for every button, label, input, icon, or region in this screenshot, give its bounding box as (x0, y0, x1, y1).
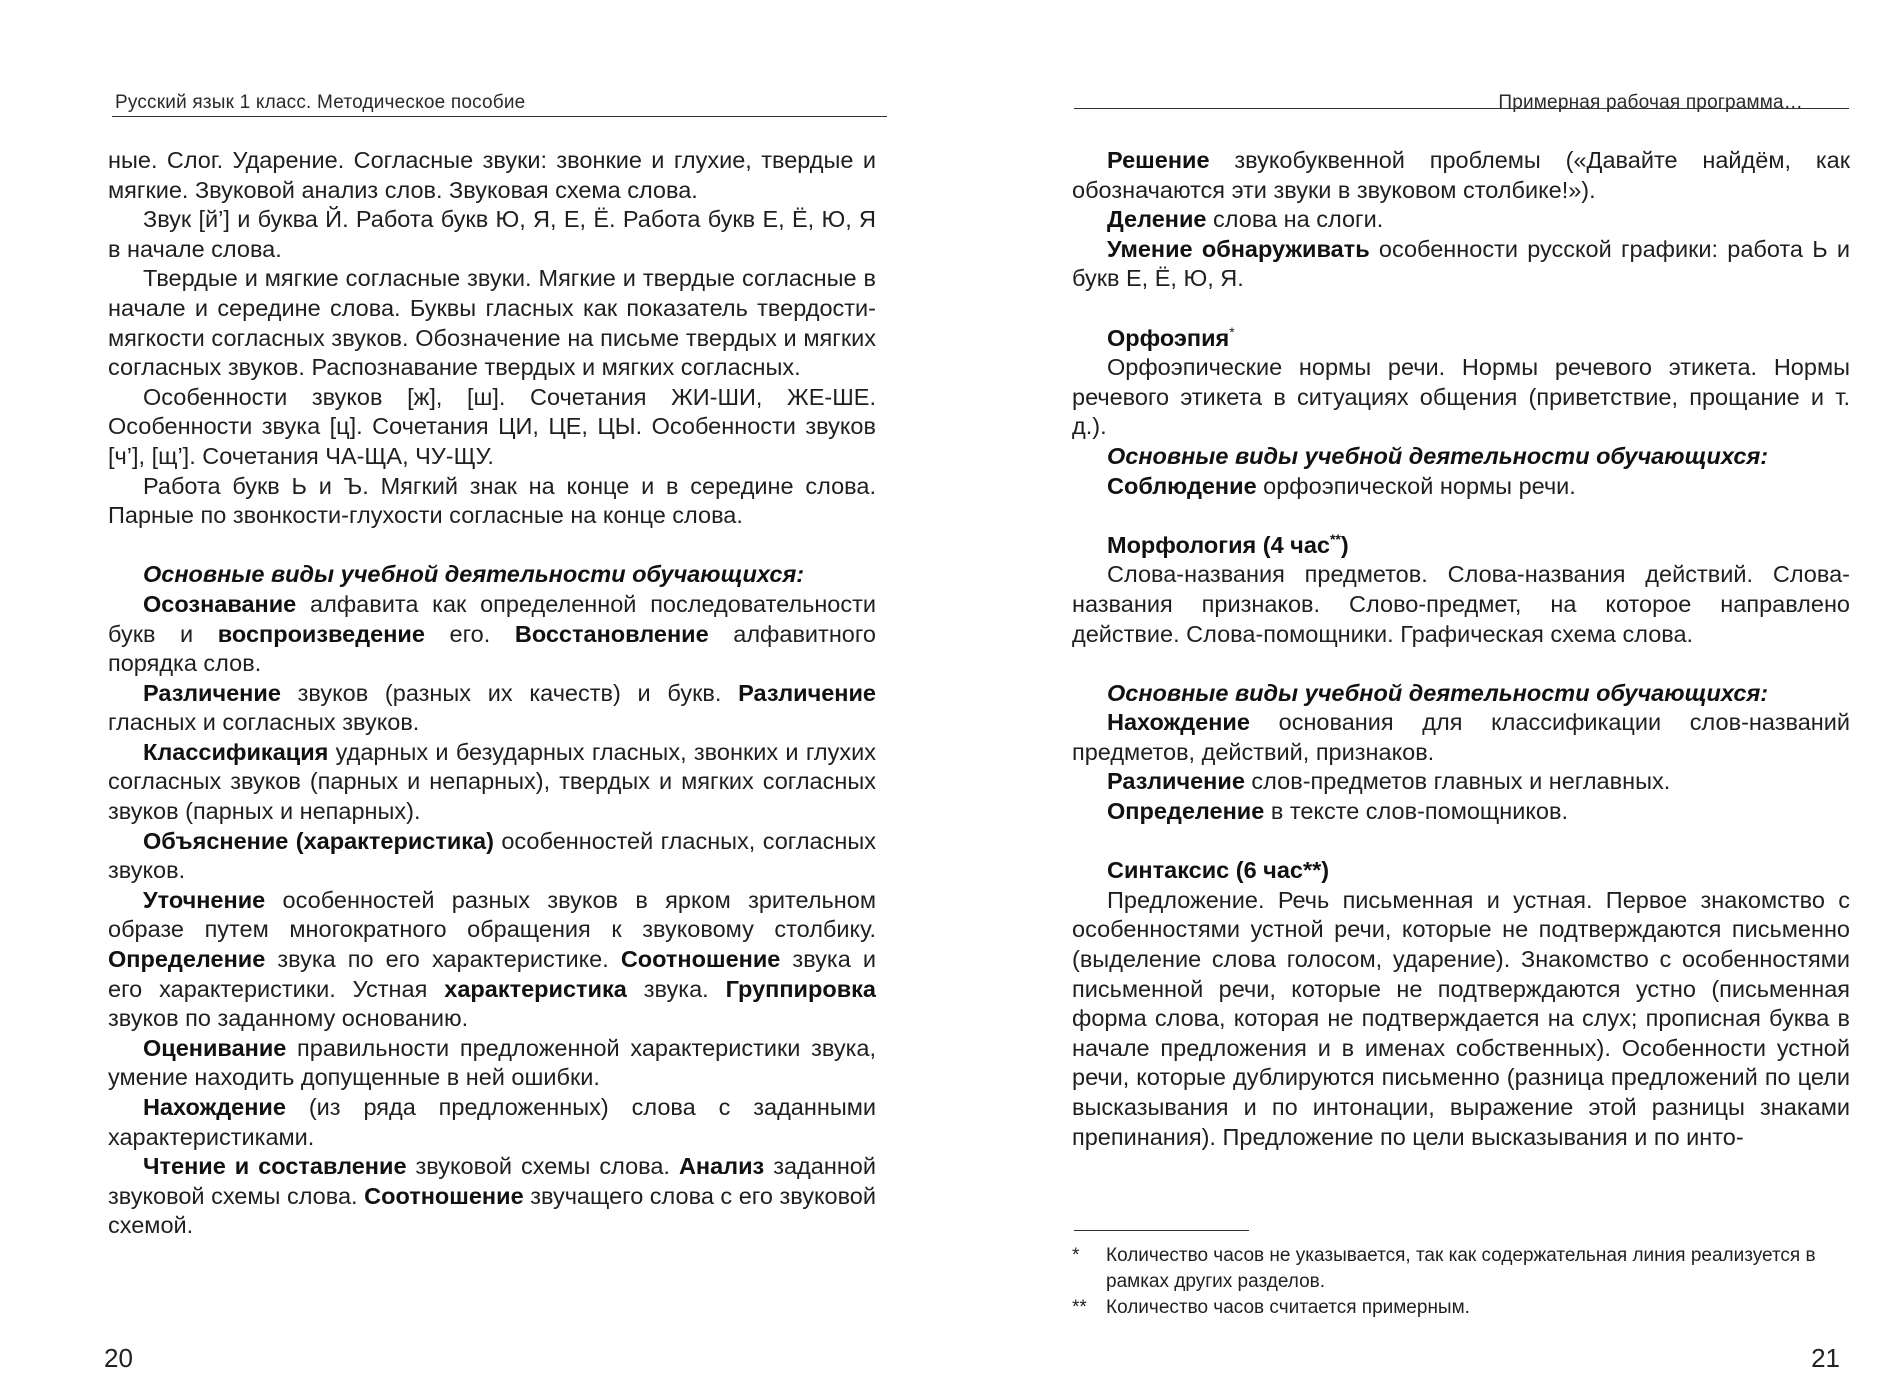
right-page-body (1072, 146, 1850, 1152)
paragraph: ные. Слог. Ударение. Согласные звуки: звонкие и глухие, твердые и мягкие. Звуковой анализ слов. Звуковая схема слова. (108, 147, 876, 203)
activity-item: Соблюдение орфоэпической нормы речи. (1107, 472, 1576, 499)
paragraph: Слова-названия предметов. Слова-названия действий. Слова-названия признаков. Слово-предмет, на которое направлено действие. Слова-помощники. Графическая схема слова. (1072, 561, 1850, 647)
activity-item: Различение звуков (разных их качеств) и букв. Различение гласных и согласных звуков. (108, 679, 876, 736)
activity-item: Решение звукобуквенной проблемы («Давайте найдём, как обозначаются эти звуки в звуковом столбике!»). (1072, 147, 1850, 203)
activity-item: Деление слова на слоги. (1107, 206, 1384, 233)
activities-heading: Основные виды учебной деятельности обучающихся: (1107, 442, 1769, 469)
paragraph: Звук [й’] и буква Й. Работа букв Ю, Я, Е, Ё. Работа букв Е, Ё, Ю, Я в начале слова. (108, 206, 876, 262)
left-page-body (108, 146, 876, 1241)
activity-item: Оценивание правильности предложенной характеристики звука, умение находить допущенные в ней ошибки. (108, 1034, 876, 1091)
activities-heading: Основные виды учебной деятельности обучающихся: (143, 561, 805, 588)
running-head-right: Примерная рабочая программа… (1498, 92, 1803, 113)
activity-item: Чтение и составление звуковой схемы слова. Анализ заданной звуковой схемы слова. Соотношение звучащего слова с его звуковой схемой. (108, 1153, 876, 1239)
running-head-left: Русский язык 1 класс. Методическое пособие (115, 92, 526, 113)
paragraph: Особенности звуков [ж], [ш]. Сочетания ЖИ-ШИ, ЖЕ-ШЕ. Особенности звука [ц]. Сочетания ЦИ, ЦЕ, ЦЫ. Особенности звуков [ч’], [щ’]. Сочетания ЧА-ЩА, ЧУ-ЩУ. (108, 383, 876, 469)
header-rule-left (112, 116, 887, 117)
page-number-right: 21 (1811, 1343, 1840, 1373)
footnote-rule (1074, 1230, 1249, 1231)
right-page (950, 0, 1900, 1383)
paragraph: Работа букв Ь и Ъ. Мягкий знак на конце и в середине слова. Парные по звонкости-глухости согласные на конце слова. (108, 472, 876, 529)
activity-item: Объяснение (характеристика) особенностей гласных, согласных звуков. (108, 827, 876, 884)
footnotes (1072, 1243, 1850, 1321)
section-heading-morphology: Морфология (4 час**) (1107, 530, 1349, 558)
section-heading-syntax: Синтаксис (6 час**) (1107, 857, 1330, 884)
footnote: ** Количество часов считается примерным. (1072, 1297, 1470, 1318)
paragraph: Предложение. Речь письменная и устная. Первое знакомство с особенностями устной речи, которые не подтверждаются письменно (выделение слова голосом, ударение). Знакомство с особенностями письменной речи, которые не подтверждаются устно (письменная форма слова, которая не подтверждается на слух; прописная буква в начале предложения и в именах собственных). Особенности устной речи, которые дублируются письменно (разница предложений по цели высказывания и по интонации, выражение этой разницы знаками препинания). Предложение по цели высказывания и по инто- (1072, 886, 1850, 1150)
activity-item: Уточнение особенностей разных звуков в ярком зрительном образе путем многократного обращения к звуковому столбику. Определение звука по его характеристике. Соотношение звука и его характеристики. Устная характеристика звука. Группировка звуков по заданному основанию. (108, 886, 876, 1032)
footnote: * Количество часов не указывается, так как содержательная линия реализуется в рамках других разделов. (1072, 1245, 1816, 1292)
activity-item: Осознавание алфавита как определенной последовательности букв и воспроизведение его. Восстановление алфавитного порядка слов. (108, 590, 876, 677)
activity-item: Нахождение основания для классификации слов-названий предметов, действий, признаков. (1072, 709, 1850, 765)
section-heading-orthoepy: Орфоэпия* (1107, 323, 1235, 351)
activity-item: Умение обнаруживать особенности русской графики: работа Ь и букв Е, Ё, Ю, Я. (1072, 235, 1851, 292)
paragraph: Твердые и мягкие согласные звуки. Мягкие и твердые согласные в начале и середине слова. Буквы гласных как показатель твердости-мягкости согласных звуков. Обозначение на письме твердых и мягких согласных звуков. Распознавание твердых и мягких согласных. (108, 265, 876, 381)
page-number-left: 20 (104, 1343, 133, 1373)
activities-heading: Основные виды учебной деятельности обучающихся: (1107, 679, 1769, 706)
activity-item: Различение слов-предметов главных и неглавных. (1107, 768, 1671, 795)
activity-item: Классификация ударных и безударных гласных, звонких и глухих согласных звуков (парных и непарных), твердых и мягких согласных звуков (парных и непарных). (108, 738, 876, 825)
activity-item: Нахождение (из ряда предложенных) слова с заданными характеристиками. (108, 1094, 876, 1150)
header-rule-right (1074, 108, 1849, 109)
paragraph: Орфоэпические нормы речи. Нормы речевого этикета. Нормы речевого этикета в ситуациях общения (приветствие, прощание и т. д.). (1072, 354, 1850, 440)
activity-item: Определение в тексте слов-помощников. (1107, 798, 1568, 825)
